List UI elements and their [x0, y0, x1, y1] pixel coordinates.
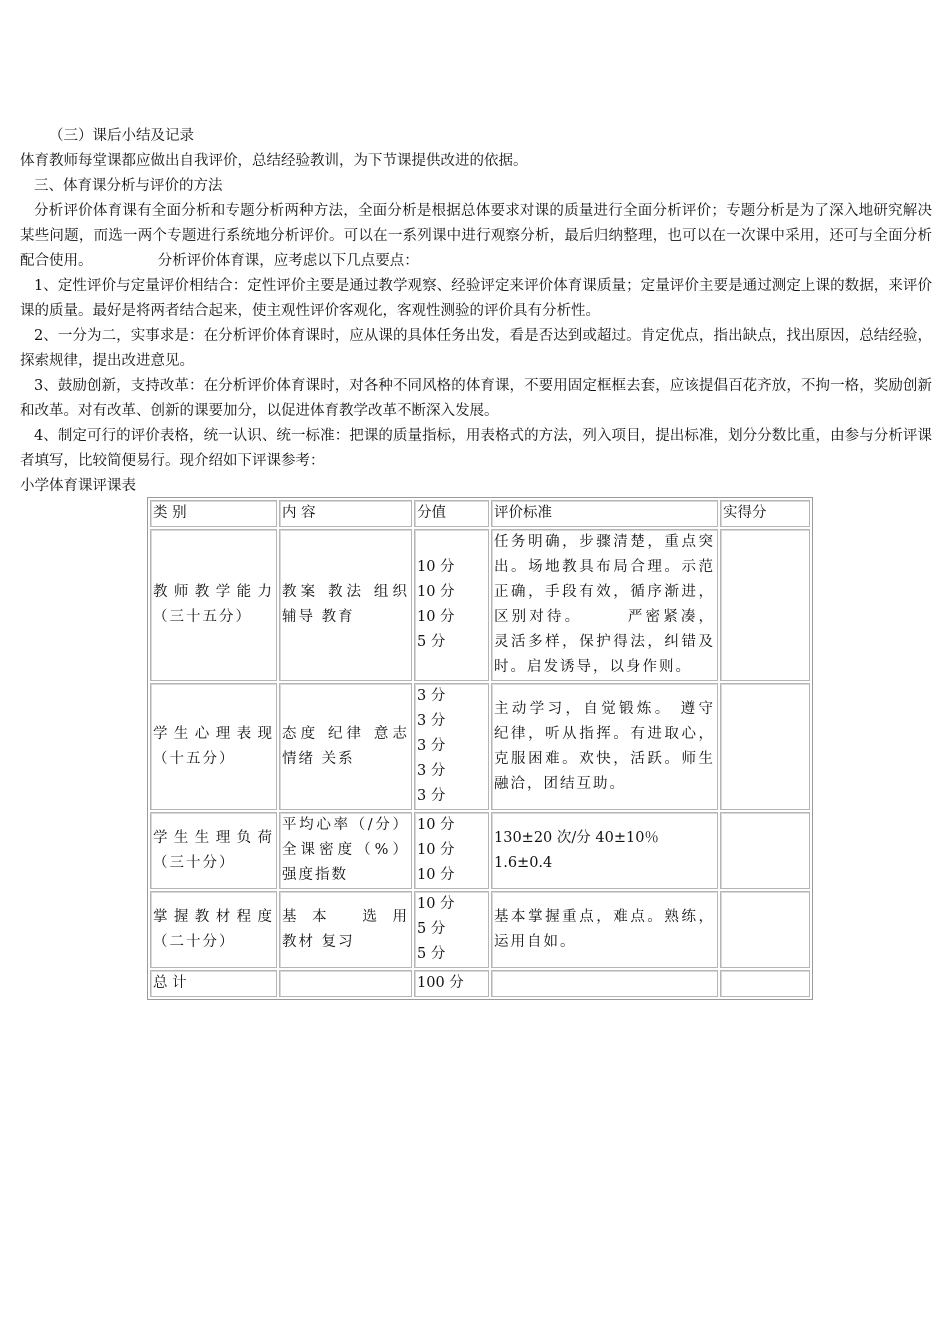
- subheading-summary: （三）课后小结及记录: [49, 128, 194, 144]
- table-row: [150, 529, 810, 681]
- evaluation-table-wrapper: [147, 497, 813, 1000]
- table-row: [150, 891, 810, 968]
- row-scores: [414, 683, 489, 810]
- document-body: [20, 124, 932, 499]
- score-value: 3 分: [417, 763, 446, 779]
- total-score: 100 分: [414, 970, 489, 997]
- score-value: 3 分: [417, 788, 446, 804]
- header-category: 类 别: [150, 500, 277, 527]
- header-content: 内 容: [279, 500, 412, 527]
- row-actual-score: [720, 683, 810, 810]
- row-content: 基本 选用 教材 复习: [279, 891, 412, 968]
- table-total-row: [150, 970, 810, 997]
- row-standard: 主动学习，自觉锻炼。 遵守纪律，听从指挥。有进取心，克服困难。欢快，活跃。师生融洽，团结互助。: [491, 683, 718, 810]
- score-value: 10 分: [417, 896, 455, 912]
- score-value: 3 分: [417, 688, 446, 704]
- row-scores: [414, 812, 489, 889]
- table-row: [150, 812, 810, 889]
- row-standard: 任务明确，步骤清楚，重点突出。场地教具布局合理。示范正确，手段有效，循序渐进，区别对待。 严密紧凑，灵活多样，保护得法，纠错及时。启发诱导，以身作则。: [491, 529, 718, 681]
- row-category: 掌握教材程度（二十分）: [150, 891, 277, 968]
- row-category: 学生心理表现（十五分）: [150, 683, 277, 810]
- score-value: 10 分: [417, 584, 455, 600]
- score-value: 10 分: [417, 609, 455, 625]
- score-value: 10 分: [417, 867, 455, 883]
- row-category: 学生生理负荷（三十分）: [150, 812, 277, 889]
- header-standard: 评价标准: [491, 500, 718, 527]
- total-content: [279, 970, 412, 997]
- score-value: 5 分: [417, 921, 446, 937]
- row-scores: [414, 529, 489, 681]
- paragraph-intro: 分析评价体育课有全面分析和专题分析两种方法，全面分析是根据总体要求对课的质量进行全面分析评价；专题分析是为了深入地研究解决某些问题，而选一两个专题进行系统地分析评价。可以在一系列课中进行观察分析，最后归纳整理，也可以在一次课中采用，还可与全面分析配合使用。 分析评价体育课，应考虑以下几点要点：: [20, 203, 932, 269]
- score-value: 3 分: [417, 713, 446, 729]
- score-value: 10 分: [417, 842, 455, 858]
- evaluation-table: [147, 497, 813, 1000]
- section-heading: 三、体育课分析与评价的方法: [34, 178, 223, 194]
- point-2: 2、一分为二，实事求是：在分析评价体育课时，应从课的具体任务出发，看是否达到或超过。肯定优点，指出缺点，找出原因，总结经验，探索规律，提出改进意见。: [20, 328, 932, 369]
- total-actual-score: [720, 970, 810, 997]
- score-value: 3 分: [417, 738, 446, 754]
- row-scores: [414, 891, 489, 968]
- row-content: 态度 纪律 意志 情绪 关系: [279, 683, 412, 810]
- total-label: 总 计: [150, 970, 277, 997]
- table-header-row: [150, 500, 810, 527]
- point-4: 4、制定可行的评价表格，统一认识、统一标准：把课的质量指标，用表格式的方法，列入项目，提出标准，划分分数比重，由参与分析评课者填写，比较简便易行。现介绍如下评课参考：: [20, 428, 932, 469]
- row-standard: 基本掌握重点，难点。熟练，运用自如。: [491, 891, 718, 968]
- total-standard: [491, 970, 718, 997]
- row-content: 教案 教法 组织辅导 教育: [279, 529, 412, 681]
- table-row: [150, 683, 810, 810]
- row-actual-score: [720, 812, 810, 889]
- score-value: 5 分: [417, 634, 446, 650]
- point-1: 1、定性评价与定量评价相结合：定性评价主要是通过教学观察、经验评定来评价体育课质量；定量评价主要是通过测定上课的数据，来评价课的质量。最好是将两者结合起来，使主观性评价客观化，客观性测验的评价具有分析性。: [20, 278, 932, 319]
- point-3: 3、鼓励创新，支持改革：在分析评价体育课时，对各种不同风格的体育课，不要用固定框框去套，应该提倡百花齐放，不拘一格，奖励创新和改革。对有改革、创新的课要加分，以促进体育教学改革不断深入发展。: [20, 378, 932, 419]
- header-actual: 实得分: [720, 500, 810, 527]
- header-score: 分值: [414, 500, 489, 527]
- score-value: 10 分: [417, 559, 455, 575]
- paragraph-summary: 体育教师每堂课都应做出自我评价，总结经验教训，为下节课提供改进的依据。: [20, 153, 528, 169]
- row-actual-score: [720, 529, 810, 681]
- row-standard: 130±20 次/分 40±10％ 1.6±0.4: [491, 812, 718, 889]
- score-value: 10 分: [417, 817, 455, 833]
- row-content: 平均心率（/分）全课密度（%）强度指数: [279, 812, 412, 889]
- row-actual-score: [720, 891, 810, 968]
- table-title: 小学体育课评课表: [20, 478, 136, 494]
- score-value: 5 分: [417, 946, 446, 962]
- row-category: 教师教学能力（三十五分）: [150, 529, 277, 681]
